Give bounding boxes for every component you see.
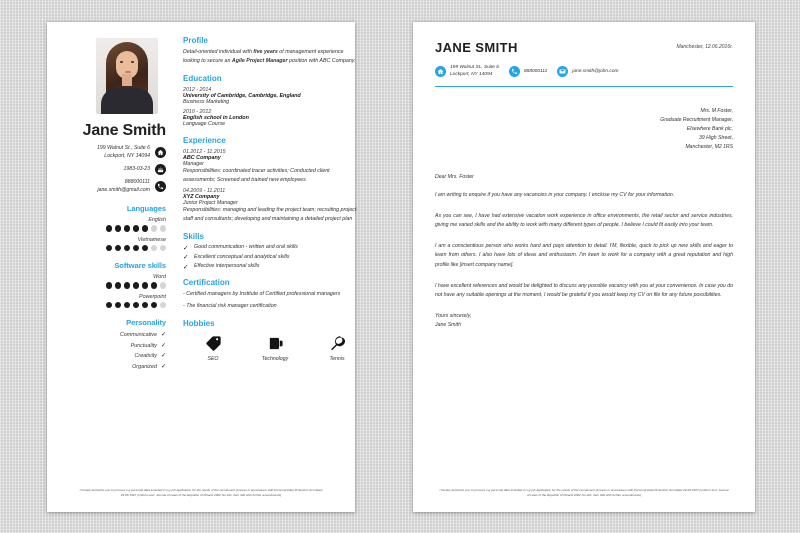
letter-header-divider — [435, 86, 733, 87]
tag-icon — [193, 334, 233, 354]
letter-contact-email-text: jane.smith@john.com — [572, 68, 619, 74]
letter-paragraph: I have excellent references and would be delighted to discuss any possible vacancy with you at your convenience. In case you do not have any suitable openings at the moment, I would be grateful if you would keep my CV on file for any future possibilities. — [435, 282, 733, 299]
rating-dot — [124, 225, 131, 232]
letter-place-date: Manchester, 12.06.2016r. — [676, 44, 733, 50]
recipient-line: Elsewhere Bank plc, — [686, 126, 733, 133]
check-icon: ✓ — [160, 342, 166, 349]
phone-icon — [509, 66, 520, 77]
education-item — [183, 109, 357, 127]
skill-item: ✓ Excellent conceptual and analytical skills — [183, 253, 290, 262]
recipient-line: Manchester, M2 1RS — [685, 144, 733, 150]
letter-name: JANE SMITH — [435, 40, 518, 55]
letter-paragraph: I am writing to enquire if you have any vacancies in your company. I enclose my CV for your information. — [435, 191, 675, 198]
phone-icon — [155, 181, 166, 192]
language-english — [57, 217, 166, 232]
section-title-experience: Experience — [183, 136, 226, 146]
personality-item: Creativity ✓ — [134, 353, 166, 360]
avatar — [96, 38, 158, 114]
section-title-languages: Languages — [126, 204, 166, 214]
section-title-hobbies: Hobbies — [183, 318, 215, 328]
letter-body — [435, 174, 733, 330]
rating-dot — [106, 225, 113, 232]
rating-dot — [151, 282, 158, 289]
education-date: 2012 - 2014 — [183, 87, 212, 94]
letter-paragraph: I am a conscientious person who works hard and pays attention to detail. I'M, flexible, quick to pick up new skills and eager to learn from others. I also have lots of ideas and enthusiasm. I'm keen to work for a company with a great reputation and high profile like [insert company name]. — [435, 242, 733, 269]
check-icon: ✓ — [183, 254, 189, 262]
section-title-education: Education — [183, 74, 222, 84]
language-vietnamese-label: Vietnamese — [137, 236, 166, 243]
personality-item: Communicative ✓ — [119, 332, 166, 339]
rating-dot — [124, 302, 131, 309]
language-english-rating — [57, 225, 166, 232]
letter-signature: Jane Smith — [435, 322, 461, 328]
education-detail: Language Course — [183, 121, 226, 128]
rating-dot — [124, 282, 131, 289]
check-icon: ✓ — [160, 363, 166, 370]
cv-footer-disclaimer: I hereby authorize you to process my personal data included in my job application for the needs of the recruitment process in accordance with Personal Data Protection Act dated 29.08.1997 (uniform text: Journal of Laws of the Republic of Poland 2002 No 101, item 926 with further amendments) — [79, 488, 323, 498]
software-word-rating — [57, 282, 166, 289]
cake-icon — [155, 164, 166, 175]
experience-org: ABC Company — [183, 155, 221, 162]
language-vietnamese — [57, 237, 166, 252]
letter-signature-block — [435, 312, 733, 330]
page-title: Jane Smith — [82, 122, 166, 139]
rating-dot — [106, 302, 113, 309]
cv-main — [173, 36, 357, 512]
device-icon — [255, 334, 295, 354]
check-icon: ✓ — [183, 244, 189, 252]
experience-item — [183, 149, 357, 184]
letter-footer-disclaimer: I hereby authorize you to process my personal data included in my job application for the needs of the recruitment process in accordance with Personal Data Protection Act dated 29.08.1997 (uniform text: Journal of Laws of the Republic of Poland 2002 No 101, item 926 with further amendments) — [439, 488, 729, 498]
rating-dot — [142, 225, 149, 232]
letter-closing: Yours sincerely, — [435, 312, 472, 319]
personality-item: Organized ✓ — [132, 363, 166, 370]
rating-dot — [124, 245, 131, 252]
experience-date: 04.2009 - 11.2011 — [183, 188, 226, 195]
section-title-certification: Certification — [183, 278, 230, 288]
hobby-seo — [193, 334, 233, 362]
rating-dot — [133, 225, 140, 232]
section-certification — [183, 278, 357, 310]
software-powerpoint — [57, 294, 166, 309]
rating-dot — [151, 302, 158, 309]
experience-role: Manager — [183, 161, 204, 168]
section-title-profile: Profile — [183, 36, 208, 45]
rating-dot — [160, 302, 167, 309]
certification-item: - The financial risk manager certification — [183, 302, 277, 309]
recipient-line: Mrs. M Foster, — [700, 108, 733, 115]
section-title-software-skills: Software skills — [114, 261, 166, 271]
software-powerpoint-label: Powerpoint — [139, 293, 166, 300]
rating-dot — [115, 302, 122, 309]
letter-contacts — [435, 64, 733, 78]
software-powerpoint-rating — [57, 302, 166, 309]
education-item — [183, 87, 357, 105]
section-education — [183, 74, 357, 127]
hobby-tennis — [317, 334, 357, 362]
recipient-address — [435, 107, 733, 152]
letter-contact-phone-text: 888000111 — [523, 68, 548, 74]
education-detail: Business Marketing — [183, 99, 230, 106]
rating-dot — [115, 225, 122, 232]
education-date: 2010 - 2012 — [183, 109, 212, 116]
experience-org: XYZ Company — [183, 194, 220, 201]
profile-text: Detail-oriented individual with five years of management experience looking to secure an Agile Project Manager position with ABC Company. — [183, 49, 356, 64]
contact-phone-email-text: 888000111 jane.smith@gmail.com — [97, 179, 150, 193]
contact-birthdate-text: 1983-03-23 — [123, 165, 150, 172]
rating-dot — [106, 245, 113, 252]
skill-item: ✓ Good communication - written and oral skills — [183, 244, 298, 252]
section-title-skills: Skills — [183, 232, 204, 242]
rating-dot — [142, 245, 149, 252]
check-icon: ✓ — [183, 263, 189, 271]
rating-dot — [142, 282, 149, 289]
letter-contact-address-text: 199 Walnut St., Suite 6 Lockport, NY 14094 — [450, 65, 499, 78]
recipient-line: 39 High Street, — [699, 135, 733, 142]
hobby-label: Tennis — [329, 355, 345, 362]
mail-icon — [557, 66, 568, 77]
experience-item — [183, 188, 357, 223]
rating-dot — [115, 282, 122, 289]
contact-address — [57, 145, 166, 160]
rating-dot — [133, 282, 140, 289]
cover-letter-page — [413, 22, 755, 512]
education-org: University of Cambridge, Cambridge, England — [183, 93, 301, 100]
rating-dot — [142, 302, 149, 309]
hobby-label: SEO — [207, 355, 219, 362]
education-org: English school in London — [183, 115, 249, 122]
hobby-technology — [255, 334, 295, 362]
recipient-line: Graduate Recruitment Manager, — [660, 117, 733, 124]
rating-dot — [160, 245, 167, 252]
tennis-racket-icon — [317, 334, 357, 354]
hobby-label: Technology — [261, 355, 289, 362]
section-experience — [183, 136, 357, 223]
section-skills — [183, 232, 357, 269]
experience-responsibilities: Responsibilities: coordinated tracer activities; Conducted client assessments; Screened and trained new employees — [183, 168, 330, 183]
experience-date: 01.2012 - 11.2015 — [183, 149, 226, 156]
certification-item: - Certified managers by Institute of Certified professional managers — [183, 291, 341, 298]
check-icon: ✓ — [160, 353, 166, 360]
cv-page — [47, 22, 355, 512]
rating-dot — [160, 225, 167, 232]
section-hobbies — [183, 319, 357, 362]
cv-sidebar — [57, 36, 173, 512]
home-icon — [435, 66, 446, 77]
contact-birthdate — [57, 164, 166, 175]
section-profile — [183, 36, 357, 65]
rating-dot — [151, 245, 158, 252]
rating-dot — [133, 245, 140, 252]
home-icon — [155, 147, 166, 158]
letter-contact-email — [557, 66, 618, 77]
software-word-label: Word — [153, 274, 166, 281]
letter-contact-address — [435, 64, 499, 78]
letter-contact-phone — [509, 66, 547, 77]
contact-address-text: 199 Walnut St., Suite 6 Lockport, NY 14094 — [97, 145, 150, 159]
rating-dot — [160, 282, 167, 289]
rating-dot — [133, 302, 140, 309]
rating-dot — [106, 282, 113, 289]
check-icon: ✓ — [160, 332, 166, 339]
experience-role: Junior Project Manager — [183, 200, 238, 207]
skill-item: ✓ Effective interpersonal skills — [183, 263, 260, 271]
letter-paragraph: As you can see, I have had extensive vacation work experience in office environments, the retail sector and service industries, giving me varied skills and the ability to work with many different types of people. I believe I could fit easily into your team. — [435, 212, 733, 229]
rating-dot — [151, 225, 158, 232]
experience-responsibilities: Responsibilities: managing and leading the project team; recruiting project staff and consultants; developing and maintaining a detailed project plan — [183, 207, 357, 222]
software-word — [57, 274, 166, 289]
rating-dot — [115, 245, 122, 252]
letter-salutation: Dear Mrs. Foster — [435, 173, 474, 180]
language-vietnamese-rating — [57, 245, 166, 252]
section-title-personality: Personality — [126, 318, 166, 328]
language-english-label: English — [148, 217, 166, 224]
personality-item: Punctuality ✓ — [130, 342, 166, 349]
contact-phone-email — [57, 179, 166, 194]
